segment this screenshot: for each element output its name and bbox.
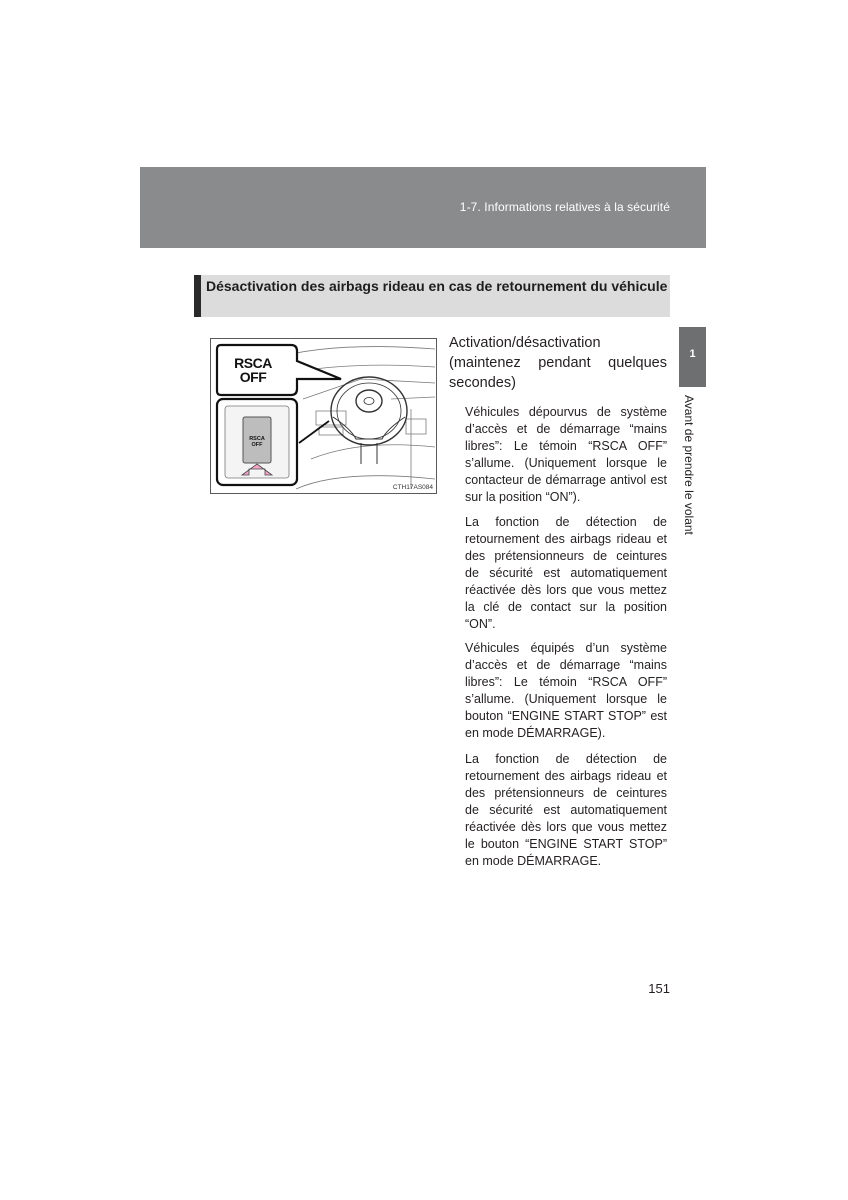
steering-wheel xyxy=(331,377,407,464)
chapter-side-title: Avant de prendre le volant xyxy=(682,395,696,535)
section-heading: Désactivation des airbags rideau en cas de retournement du véhicule xyxy=(206,278,668,294)
figure-code: CTH17AS084 xyxy=(392,484,433,491)
section-heading-box xyxy=(194,275,670,317)
paragraph-3: Véhicules équipés d’un système d’accès et de démarrage “mains libres”: Le témoin “RSCA OFF” s’allume. (Uniquement lorsque le bouton “ENGINE START STOP” est en mode DÉMARRAGE). xyxy=(465,641,667,740)
header-band xyxy=(140,167,706,248)
chapter-number: 1 xyxy=(689,348,696,360)
chapter-side-label xyxy=(681,395,697,555)
callout-line-2: OFF xyxy=(239,369,267,385)
paragraph-4: La fonction de détection de retournement des airbags rideau et des prétensionneurs de ceintures de sécurité est automatiquement réactivée dès lors que vous mettez le bouton “ENGINE START STOP” en mode DÉMARRAGE. xyxy=(465,752,667,868)
intro-text: Activation/désactivation (maintenez pendant quelques secondes) xyxy=(449,335,667,391)
dashboard-illustration xyxy=(210,338,437,494)
section-heading-marker xyxy=(194,275,201,317)
paragraph-2: La fonction de détection de retournement des airbags rideau et des prétensionneurs de ceintures de sécurité est automatiquement réactivée dès lors que vous mettez la clé de contact sur la position “ON”. xyxy=(465,515,667,631)
toyota-emblem xyxy=(364,398,374,405)
switch-label-line-1: RSCA xyxy=(249,436,265,442)
page-number: 151 xyxy=(648,981,670,996)
paragraph-1: Véhicules dépourvus de système d’accès et de démarrage “mains libres”: Le témoin “RSCA OFF” s’allume. (Uniquement lorsque le contacteur de démarrage antivol est sur la position “ON”). xyxy=(465,405,667,504)
switch-label-line-2: OFF xyxy=(251,442,263,448)
callout-line-1: RSCA xyxy=(234,355,272,371)
chapter-section-title: 1-7. Informations relatives à la sécurité xyxy=(459,200,670,214)
chapter-tab xyxy=(679,327,706,387)
